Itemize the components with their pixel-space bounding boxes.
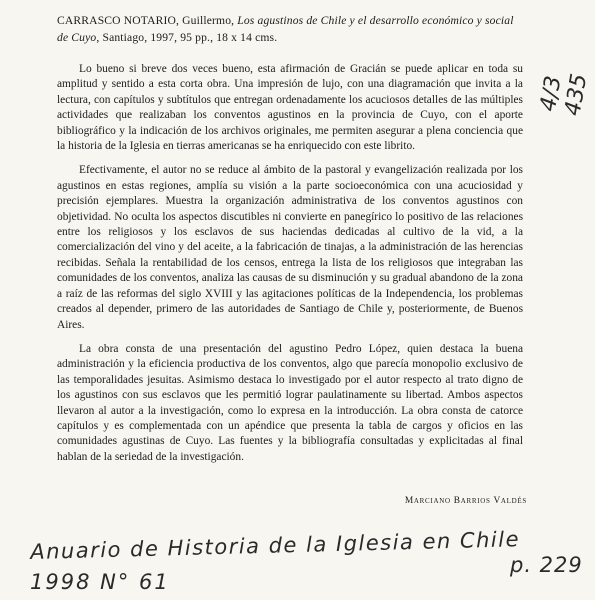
handwritten-year-issue [30, 570, 170, 594]
handwritten-journal-name: Anuario de Historia de la Iglesia en Chile [30, 527, 521, 564]
author-given-name: , Guillermo, [176, 14, 238, 27]
handwritten-page-number: p. 229 [510, 553, 583, 577]
review-paragraph-1: Lo bueno si breve dos veces bueno, esta afirmación de Gracián se puede aplicar en toda su amplitud y sentido a esta corta obra. Una impresión de lujo, con una diagramación que invita a la lectura, con capítulos y subtítulos que entregan ordenadamente los acuciosos detalles de las múltiples actividades que realizaban los conventos agustinos en la provincia de Cuyo, con el aporte bibliográfico y la indicación de los archivos originales, me permiten asegurar a plena conciencia que la historia de la Iglesia en tierras americanas se ha enriquecido con este librito. [57, 63, 523, 153]
review-paragraph-3: La obra consta de una presentación del agustino Pedro López, quien destaca la buena administración y la eficiencia productiva de los conventos, algo que parecía monopolio exclusivo de las temporalidades jesuitas. Asimismo destaca lo investigado por el autor respecto al trato digno de los agustinos con sus esclavos que les permitió lograr paulatinamente su libertad. Ambos aspectos llevaron al autor a la investigación, como lo expresa en la introducción. La obra consta de catorce capítulos y es complementada con un apéndice que presenta la tabla de cargos y oficios en las comunidades agustinas de Cuyo. Las fuentes y la bibliografía consultadas y explicitadas al final hablan de la seriedad de la investigación. [57, 342, 523, 463]
handwritten-year: 1998 [30, 570, 92, 594]
bibliographic-citation [57, 13, 517, 46]
publication-details: , Santiago, 1997, 95 pp., 18 x 14 cms. [96, 30, 278, 44]
review-paragraph-2: Efectivamente, el autor no se reduce al ámbito de la pastoral y evangelización realizada por los agustinos en estas regiones, amplía su visión a la parte socioeconómica con una acuciosidad y precisión ejemplares. Muestra la organización administrativa de los conventos agustinos con objetividad. No oculta los aspectos discutibles ni convierte en panegírico lo positivo de las relaciones entre los religiosos y los esclavos de sus haciendas dedicadas al cultivo de la vid, a la comercialización del vino y del aceite, a la fabricación de tinajas, a la administración de las herencias recibidas. Señala la rentabilidad de los censos, entrega la lista de los religiosos que integraban las comunidades de los conventos, analiza las causas de su disminución y su gradual abandono de la zona a raíz de las reformas del siglo XVIII y las agitaciones políticas de la Independencia, los problemas creados al depender, primero de las autoridades de Santiago de Chile y, posteriormente, de Buenos Aires. [57, 164, 523, 331]
author-surname: CARRASCO NOTARIO [57, 14, 177, 27]
handwritten-issue: N° 61 [100, 570, 170, 594]
book-title: Los agustinos de Chile y el desarrollo económico y social de Cuyo [57, 14, 514, 44]
handwritten-side-note: 4/3 435 [535, 71, 593, 118]
reviewer-signature: Marciano Barrios Valdés [404, 496, 527, 506]
review-body [57, 62, 523, 474]
